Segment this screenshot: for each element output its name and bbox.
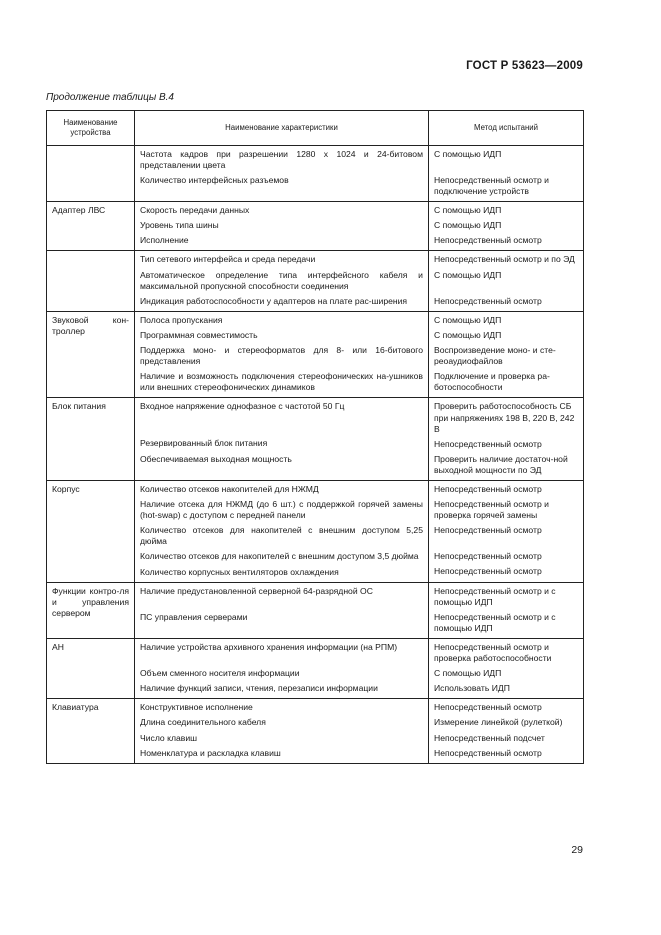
characteristic-cell	[135, 251, 429, 311]
method-text: Непосредственный осмотр и подключение устройств	[434, 175, 549, 197]
device-name: АН	[52, 642, 64, 652]
device-name: Корпус	[52, 483, 80, 494]
method-text: Непосредственный осмотр	[434, 702, 542, 713]
characteristic-text: Номенклатура и раскладка клавиш	[140, 747, 281, 758]
method-cell	[429, 639, 584, 699]
characteristic-text: Конструктивное исполнение	[140, 702, 253, 713]
table-row	[47, 146, 584, 202]
method-cell	[429, 398, 584, 481]
method-cell	[429, 582, 584, 638]
method-text: Непосредственный осмотр	[434, 747, 542, 758]
method-text: С помощью ИДП	[434, 668, 502, 679]
characteristic-text: Наличие функций записи, чтения, перезаписи информации	[140, 683, 378, 694]
device-cell	[47, 699, 135, 763]
table-row	[47, 311, 584, 398]
characteristic-text: ПС управления серверами	[140, 611, 248, 622]
method-cell	[429, 311, 584, 398]
device-name: Клавиатура	[52, 702, 99, 713]
characteristic-text: Количество отсеков для накопителей с внешним доступом 5,25 дюйма	[140, 525, 423, 547]
table-row	[47, 202, 584, 251]
characteristic-text: Обеспечиваемая выходная мощность	[140, 453, 292, 464]
method-text: С помощью ИДП	[434, 269, 502, 280]
characteristic-text: Количество отсеков накопителей для НЖМД	[140, 483, 319, 494]
device-name: Блок питания	[52, 401, 106, 412]
method-text: Воспроизведение моно- и сте-реоаудиофайлов	[434, 345, 556, 367]
device-name: Адаптер ЛВС	[52, 205, 106, 216]
characteristic-text: Наличие предустановленной серверной 64-разрядной ОС	[140, 585, 373, 596]
table-row	[47, 699, 584, 763]
characteristic-cell	[135, 202, 429, 251]
characteristic-text: Скорость передачи данных	[140, 205, 250, 216]
device-cell	[47, 146, 135, 202]
device-cell	[47, 480, 135, 582]
characteristic-text: Полоса пропускания	[140, 314, 223, 325]
characteristic-text: Наличие и возможность подключения стереофонических на-ушников или внешних стереофонических динамиков	[140, 371, 423, 393]
table-caption: Продолжение таблицы В.4	[46, 92, 174, 103]
method-text: С помощью ИДП	[434, 205, 502, 216]
characteristic-text: Число клавиш	[140, 732, 198, 743]
method-text: Непосредственный подсчет	[434, 732, 545, 743]
characteristic-text: Количество интерфейсных разъемов	[140, 175, 289, 186]
device-cell	[47, 639, 135, 699]
method-cell	[429, 202, 584, 251]
method-text: Непосредственный осмотр и проверка работоспособности	[434, 642, 552, 664]
characteristic-text: Наличие устройства архивного хранения информации (на РПМ)	[140, 642, 398, 652]
device-cell	[47, 311, 135, 398]
characteristic-text: Количество отсеков для накопителей с внешним доступом 3,5 дюйма	[140, 551, 419, 562]
device-cell	[47, 251, 135, 311]
method-text: Непосредственный осмотр и с помощью ИДП	[434, 611, 556, 633]
method-cell	[429, 480, 584, 582]
characteristics-table	[46, 110, 584, 764]
method-text: Измерение линейкой (рулеткой)	[434, 717, 563, 728]
method-text: Проверить работоспособность СБ при напряжениях 198 В, 220 В, 242 В	[434, 401, 575, 434]
device-cell	[47, 202, 135, 251]
characteristic-text: Уровень типа шины	[140, 220, 219, 231]
method-text: Непосредственный осмотр и проверка горячей замены	[434, 499, 549, 521]
column-header-characteristic: Наименование характеристики	[135, 111, 429, 146]
characteristic-cell	[135, 311, 429, 398]
characteristic-cell	[135, 582, 429, 638]
method-text: Непосредственный осмотр	[434, 525, 542, 536]
characteristic-text: Исполнение	[140, 235, 189, 246]
page-number: 29	[571, 844, 583, 856]
characteristic-cell	[135, 639, 429, 699]
method-text: С помощью ИДП	[434, 314, 502, 325]
method-text: Непосредственный осмотр и с помощью ИДП	[434, 585, 556, 607]
table-row	[47, 639, 584, 699]
characteristic-text: Программная совместимость	[140, 329, 258, 340]
device-cell	[47, 582, 135, 638]
table-row	[47, 480, 584, 582]
characteristic-cell	[135, 480, 429, 582]
method-text: Непосредственный осмотр	[434, 551, 542, 562]
method-text: Непосредственный осмотр и по ЭД	[434, 254, 575, 265]
device-cell	[47, 398, 135, 481]
characteristic-text: Длина соединительного кабеля	[140, 717, 266, 728]
method-text: Непосредственный осмотр	[434, 566, 542, 577]
table-row	[47, 582, 584, 638]
characteristic-text: Поддержка моно- и стереоформатов для 8- или 16-битового представления	[140, 345, 423, 367]
characteristic-text: Количество корпусных вентиляторов охлаждения	[140, 566, 339, 577]
method-text: Использовать ИДП	[434, 683, 510, 694]
method-text: Непосредственный осмотр	[434, 235, 542, 246]
table-header-row	[47, 111, 584, 146]
document-code: ГОСТ Р 53623—2009	[466, 60, 583, 72]
method-cell	[429, 251, 584, 311]
device-name: Звуковой кон-троллер	[52, 314, 129, 336]
method-text: Проверить наличие достаточ-ной выходной мощности по ЭД	[434, 453, 568, 475]
characteristic-text: Входное напряжение однофазное с частотой 50 Гц	[140, 401, 345, 412]
device-name: Функции контро-ля и управления сервером	[52, 585, 129, 618]
method-cell	[429, 699, 584, 763]
column-header-device: Наименование устройства	[47, 111, 135, 146]
characteristic-text: Автоматическое определение типа интерфейсного кабеля и максимальной пропускной способности соединения	[140, 269, 423, 291]
characteristic-text: Тип сетевого интерфейса и среда передачи	[140, 254, 316, 265]
characteristic-text: Частота кадров при разрешении 1280 х 1024 и 24-битовом представлении цвета	[140, 149, 423, 171]
method-text: Непосредственный осмотр	[434, 295, 542, 306]
characteristic-text: Объем сменного носителя информации	[140, 668, 300, 678]
characteristic-text: Резервированный блок питания	[140, 438, 268, 449]
method-text: Непосредственный осмотр	[434, 483, 542, 494]
method-text: Непосредственный осмотр	[434, 438, 542, 449]
characteristic-text: Индикация работоспособности у адаптеров на плате рас-ширения	[140, 295, 408, 306]
column-header-method: Метод испытаний	[429, 111, 584, 146]
characteristic-cell	[135, 699, 429, 763]
method-text: С помощью ИДП	[434, 149, 502, 159]
method-cell	[429, 146, 584, 202]
table-body	[47, 146, 584, 764]
characteristic-cell	[135, 398, 429, 481]
table-row	[47, 398, 584, 481]
method-text: Подключение и проверка ра-ботоспособности	[434, 371, 550, 393]
table-row	[47, 251, 584, 311]
method-text: С помощью ИДП	[434, 220, 502, 231]
characteristic-cell	[135, 146, 429, 202]
method-text: С помощью ИДП	[434, 329, 502, 340]
characteristic-text: Наличие отсека для НЖМД (до 6 шт.) с поддержкой горячей замены (hot-swap) с доступом с передней панели	[140, 499, 423, 521]
